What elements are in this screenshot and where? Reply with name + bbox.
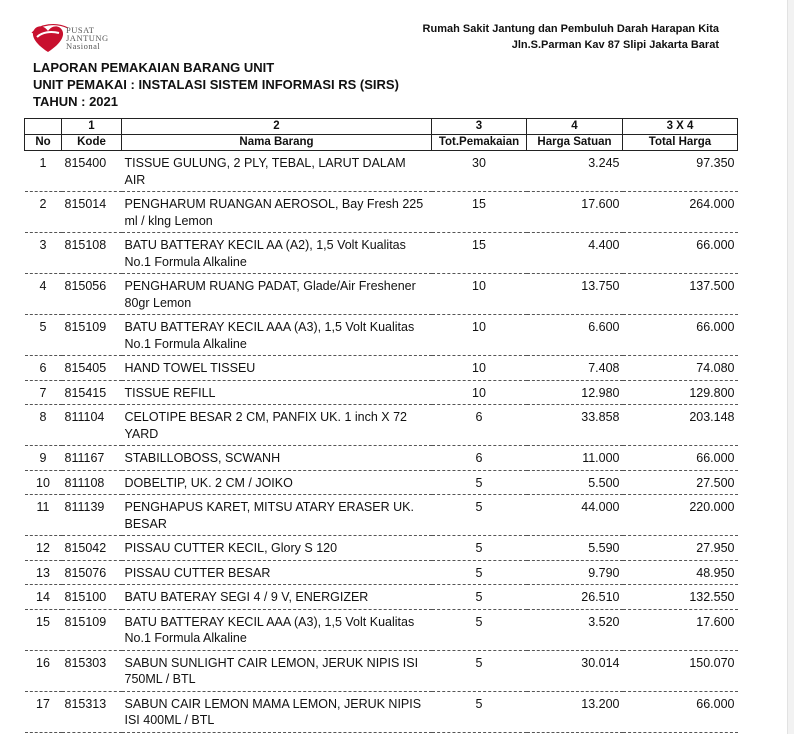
table-row: [25, 691, 738, 732]
table-row: [25, 192, 738, 233]
cell-kode: 815109: [62, 609, 122, 650]
logo-line: PUSAT: [66, 25, 95, 35]
header-total-harga: Total Harga: [623, 135, 738, 151]
cell-tot-pemakaian: 6: [432, 446, 527, 471]
cell-total-harga: 264.000: [623, 192, 738, 233]
cell-total-harga: 27.950: [623, 536, 738, 561]
table-index-row: [25, 119, 738, 135]
table-row: [25, 495, 738, 536]
cell-tot-pemakaian: 5: [432, 585, 527, 610]
cell-total-harga: 220.000: [623, 495, 738, 536]
cell-harga-satuan: 6.600: [527, 315, 623, 356]
cell-tot-pemakaian: 15: [432, 192, 527, 233]
header-tot-pemakaian: Tot.Pemakaian: [432, 135, 527, 151]
cell-kode: 815303: [62, 650, 122, 691]
cell-nama-barang: PENGHAPUS KARET, MITSU ATARY ERASER UK. BESAR: [122, 495, 432, 536]
cell-harga-satuan: 4.400: [527, 233, 623, 274]
cell-kode: 811104: [62, 405, 122, 446]
cell-kode: 811139: [62, 495, 122, 536]
cell-tot-pemakaian: 10: [432, 274, 527, 315]
cell-no: 10: [25, 470, 62, 495]
cell-no: 12: [25, 536, 62, 561]
cell-total-harga: 66.000: [623, 233, 738, 274]
cell-nama-barang: HAND TOWEL TISSEU: [122, 356, 432, 381]
table-header-row: [25, 135, 738, 151]
cell-tot-pemakaian: 15: [432, 233, 527, 274]
hospital-header: [423, 21, 719, 53]
cell-harga-satuan: 5.500: [527, 470, 623, 495]
scrollbar-track[interactable]: [787, 0, 794, 734]
table-row: [25, 470, 738, 495]
cell-nama-barang: PISSAU CUTTER BESAR: [122, 560, 432, 585]
table-row: [25, 609, 738, 650]
cell-tot-pemakaian: 5: [432, 650, 527, 691]
table-row: [25, 233, 738, 274]
items-table: [24, 118, 738, 733]
cell-total-harga: 48.950: [623, 560, 738, 585]
cell-tot-pemakaian: 6: [432, 405, 527, 446]
cell-no: 2: [25, 192, 62, 233]
cell-kode: 815415: [62, 380, 122, 405]
cell-kode: 815108: [62, 233, 122, 274]
cell-total-harga: 203.148: [623, 405, 738, 446]
cell-nama-barang: TISSUE REFILL: [122, 380, 432, 405]
cell-nama-barang: BATU BATTERAY KECIL AAA (A3), 1,5 Volt Kualitas No.1 Formula Alkaline: [122, 609, 432, 650]
table-row: [25, 446, 738, 471]
cell-harga-satuan: 26.510: [527, 585, 623, 610]
cell-kode: 815056: [62, 274, 122, 315]
cell-harga-satuan: 3.520: [527, 609, 623, 650]
table-row: [25, 380, 738, 405]
cell-harga-satuan: 44.000: [527, 495, 623, 536]
cell-no: 15: [25, 609, 62, 650]
index-cell: 1: [62, 119, 122, 135]
table-row: [25, 560, 738, 585]
cell-no: 11: [25, 495, 62, 536]
cell-nama-barang: SABUN CAIR LEMON MAMA LEMON, JERUK NIPIS ISI 400ML / BTL: [122, 691, 432, 732]
cell-tot-pemakaian: 30: [432, 151, 527, 192]
cell-no: 3: [25, 233, 62, 274]
cell-no: 1: [25, 151, 62, 192]
cell-harga-satuan: 5.590: [527, 536, 623, 561]
cell-tot-pemakaian: 5: [432, 560, 527, 585]
cell-harga-satuan: 33.858: [527, 405, 623, 446]
cell-tot-pemakaian: 10: [432, 356, 527, 381]
cell-kode: 815109: [62, 315, 122, 356]
cell-harga-satuan: 13.750: [527, 274, 623, 315]
cell-nama-barang: BATU BATTERAY KECIL AA (A2), 1,5 Volt Kualitas No.1 Formula Alkaline: [122, 233, 432, 274]
cell-kode: 811167: [62, 446, 122, 471]
cell-harga-satuan: 9.790: [527, 560, 623, 585]
cell-no: 17: [25, 691, 62, 732]
report-year: TAHUN : 2021: [33, 94, 119, 109]
cell-nama-barang: BATU BATERAY SEGI 4 / 9 V, ENERGIZER: [122, 585, 432, 610]
report-unit: UNIT PEMAKAI : INSTALASI SISTEM INFORMASI RS (SIRS): [33, 77, 399, 92]
cell-kode: 815100: [62, 585, 122, 610]
cell-harga-satuan: 13.200: [527, 691, 623, 732]
cell-tot-pemakaian: 10: [432, 380, 527, 405]
index-cell: 2: [122, 119, 432, 135]
cell-kode: 815313: [62, 691, 122, 732]
cell-nama-barang: DOBELTIP, UK. 2 CM / JOIKO: [122, 470, 432, 495]
hospital-name: Rumah Sakit Jantung dan Pembuluh Darah Harapan Kita: [422, 23, 719, 35]
index-cell: 3 X 4: [623, 119, 738, 135]
cell-no: 4: [25, 274, 62, 315]
cell-no: 5: [25, 315, 62, 356]
cell-tot-pemakaian: 5: [432, 609, 527, 650]
cell-harga-satuan: 3.245: [527, 151, 623, 192]
table-row: [25, 405, 738, 446]
cell-nama-barang: STABILLOBOSS, SCWANH: [122, 446, 432, 471]
table-row: [25, 315, 738, 356]
cell-tot-pemakaian: 5: [432, 495, 527, 536]
report-title: LAPORAN PEMAKAIAN BARANG UNIT: [33, 60, 275, 75]
cell-total-harga: 132.550: [623, 585, 738, 610]
cell-no: 16: [25, 650, 62, 691]
table-row: [25, 274, 738, 315]
cell-kode: 815076: [62, 560, 122, 585]
cell-total-harga: 137.500: [623, 274, 738, 315]
cell-harga-satuan: 11.000: [527, 446, 623, 471]
cell-nama-barang: BATU BATTERAY KECIL AAA (A3), 1,5 Volt Kualitas No.1 Formula Alkaline: [122, 315, 432, 356]
report-titles: [33, 59, 399, 110]
cell-harga-satuan: 7.408: [527, 356, 623, 381]
cell-total-harga: 97.350: [623, 151, 738, 192]
cell-tot-pemakaian: 5: [432, 536, 527, 561]
cell-total-harga: 17.600: [623, 609, 738, 650]
table-row: [25, 356, 738, 381]
cell-harga-satuan: 12.980: [527, 380, 623, 405]
logo-line: Nasional: [66, 41, 101, 51]
cell-total-harga: 27.500: [623, 470, 738, 495]
cell-tot-pemakaian: 10: [432, 315, 527, 356]
table-row: [25, 536, 738, 561]
cell-total-harga: 74.080: [623, 356, 738, 381]
cell-no: 9: [25, 446, 62, 471]
logo-line: JANTUNG: [66, 33, 109, 43]
header-harga-satuan: Harga Satuan: [527, 135, 623, 151]
cell-total-harga: 66.000: [623, 446, 738, 471]
cell-harga-satuan: 30.014: [527, 650, 623, 691]
index-cell: 4: [527, 119, 623, 135]
cell-total-harga: 150.070: [623, 650, 738, 691]
table-row: [25, 151, 738, 192]
cell-nama-barang: CELOTIPE BESAR 2 CM, PANFIX UK. 1 inch X 72 YARD: [122, 405, 432, 446]
cell-nama-barang: PENGHARUM RUANG PADAT, Glade/Air Freshener 80gr Lemon: [122, 274, 432, 315]
cell-kode: 815014: [62, 192, 122, 233]
table-body: [25, 151, 738, 733]
header-kode: Kode: [62, 135, 122, 151]
cell-nama-barang: TISSUE GULUNG, 2 PLY, TEBAL, LARUT DALAM AIR: [122, 151, 432, 192]
cell-no: 14: [25, 585, 62, 610]
cell-no: 8: [25, 405, 62, 446]
table-row: [25, 585, 738, 610]
index-cell: [25, 119, 62, 135]
cell-total-harga: 66.000: [623, 315, 738, 356]
header-no: No: [25, 135, 62, 151]
cell-no: 7: [25, 380, 62, 405]
hospital-address: Jln.S.Parman Kav 87 Slipi Jakarta Barat: [511, 39, 719, 51]
cell-kode: 815405: [62, 356, 122, 381]
header-nama-barang: Nama Barang: [122, 135, 432, 151]
cell-harga-satuan: 17.600: [527, 192, 623, 233]
logo-text: [66, 26, 109, 50]
cell-total-harga: 129.800: [623, 380, 738, 405]
cell-kode: 815400: [62, 151, 122, 192]
cell-no: 6: [25, 356, 62, 381]
cell-nama-barang: SABUN SUNLIGHT CAIR LEMON, JERUK NIPIS ISI 750ML / BTL: [122, 650, 432, 691]
cell-kode: 815042: [62, 536, 122, 561]
cell-tot-pemakaian: 5: [432, 691, 527, 732]
cell-kode: 811108: [62, 470, 122, 495]
cell-tot-pemakaian: 5: [432, 470, 527, 495]
index-cell: 3: [432, 119, 527, 135]
cell-total-harga: 66.000: [623, 691, 738, 732]
cell-no: 13: [25, 560, 62, 585]
table-row: [25, 650, 738, 691]
cell-nama-barang: PENGHARUM RUANGAN AEROSOL, Bay Fresh 225 ml / klng Lemon: [122, 192, 432, 233]
cell-nama-barang: PISSAU CUTTER KECIL, Glory S 120: [122, 536, 432, 561]
